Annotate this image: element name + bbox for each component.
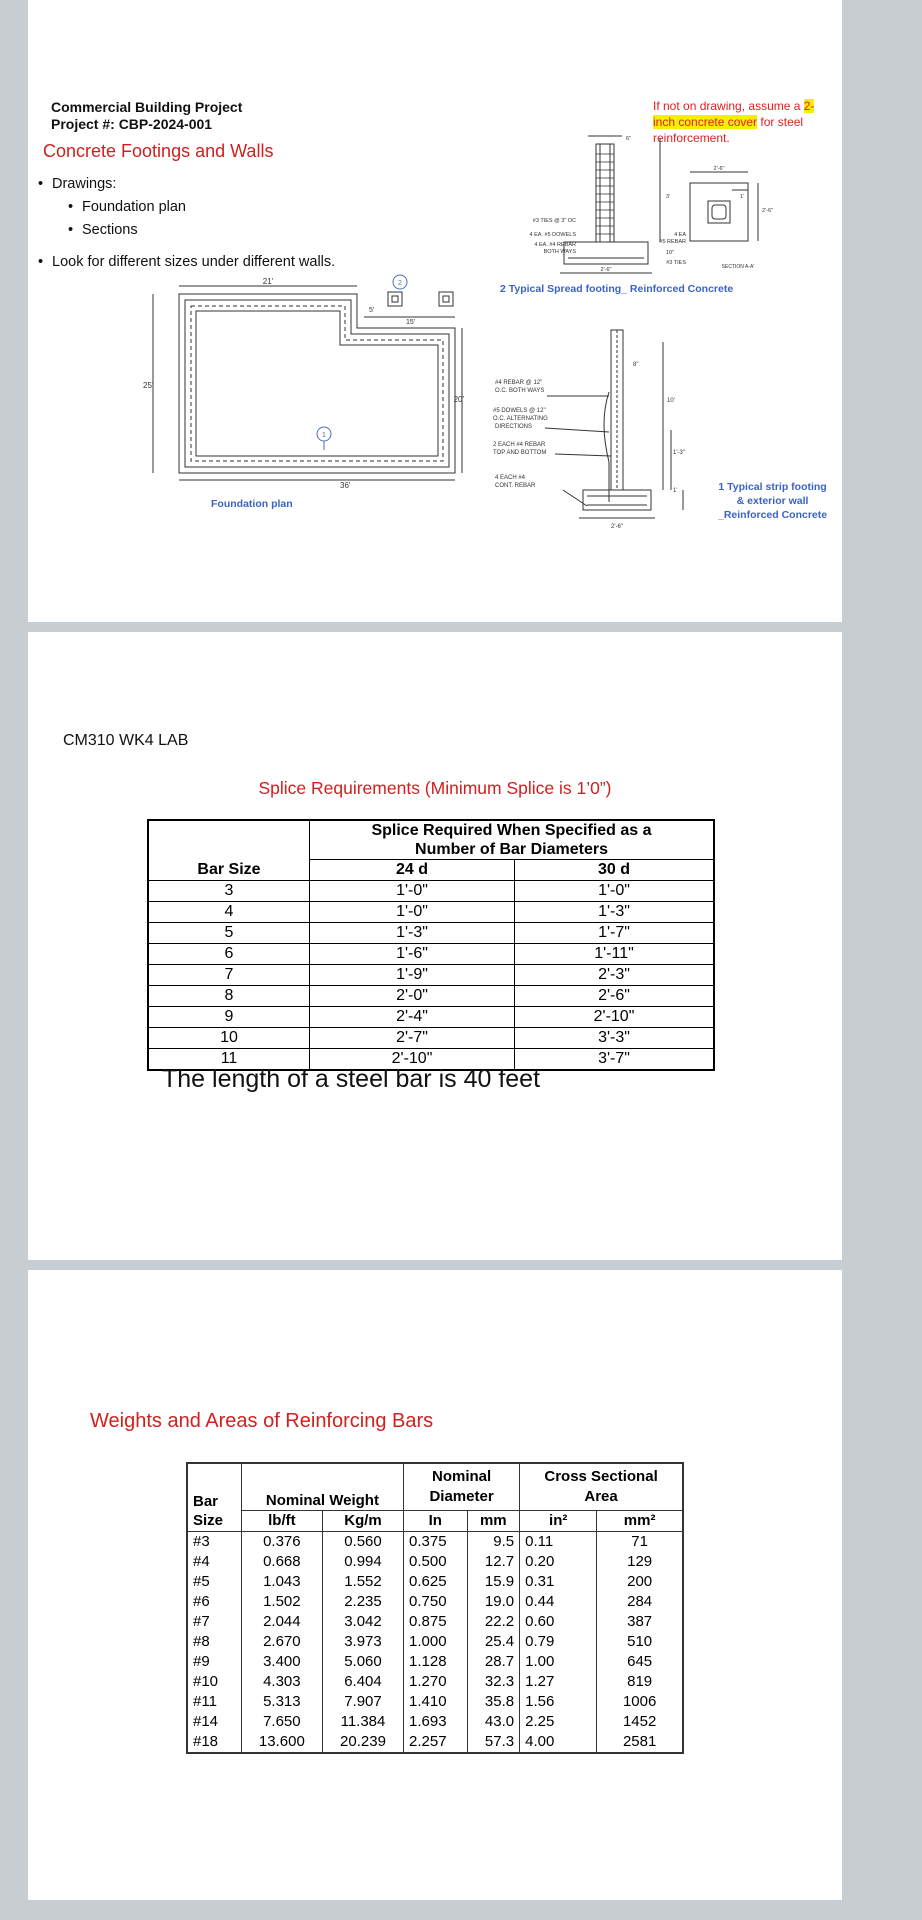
wt-cell-kgm: 3.973 — [322, 1632, 403, 1652]
wt-cell-in: 0.875 — [404, 1612, 467, 1632]
header-area-line-1: Cross Sectional — [544, 1468, 658, 1485]
splice-row — [148, 881, 714, 902]
strip-dim-13: 1'-3" — [673, 450, 685, 456]
wt-cell-mm: 32.3 — [467, 1672, 520, 1692]
wt-cell-kgm: 5.060 — [322, 1652, 403, 1672]
strip-rebar-label-1: #4 REBAR @ 12" — [495, 380, 543, 386]
splice-cell-bar: 9 — [148, 1007, 310, 1028]
splice-header — [310, 820, 715, 860]
wt-cell-in2: 0.44 — [520, 1592, 597, 1612]
weights-row — [187, 1572, 683, 1592]
wt-cell-in: 2.257 — [404, 1732, 467, 1753]
unit-kgm: Kg/m — [322, 1511, 403, 1532]
spread-dim-6: 6" — [626, 136, 632, 142]
wt-cell-lbft: 5.313 — [241, 1692, 322, 1712]
wt-cell-kgm: 0.560 — [322, 1532, 403, 1553]
spread-rebar-label-2: BOTH WAYS — [543, 249, 576, 255]
wt-cell-in2: 1.27 — [520, 1672, 597, 1692]
splice-title: Splice Requirements (Minimum Splice is 1’0”) — [258, 778, 612, 798]
wt-cell-in: 0.375 — [404, 1532, 467, 1553]
strip-each-label-2: TOP AND BOTTOM — [493, 450, 547, 456]
strip-caption-line-2: & exterior wall — [736, 495, 809, 507]
weights-row — [187, 1672, 683, 1692]
splice-cell-30d: 2'-3" — [515, 965, 715, 986]
dim-36: 36' — [340, 481, 351, 490]
wt-cell-lbft: 13.600 — [241, 1732, 322, 1753]
splice-table-body — [148, 881, 714, 1071]
splice-cell-24d: 2'-4" — [310, 1007, 515, 1028]
weights-table — [186, 1462, 684, 1754]
strip-each-label-1: 2 EACH #4 REBAR — [493, 442, 546, 448]
wt-cell-mm: 19.0 — [467, 1592, 520, 1612]
strip-footing-caption — [718, 480, 827, 522]
splice-cell-30d: 1'-3" — [515, 902, 715, 923]
foundation-plan-drawing — [143, 272, 464, 490]
wt-cell-mm: 43.0 — [467, 1712, 520, 1732]
wt-cell-size: #3 — [187, 1532, 241, 1553]
wt-cell-mm2: 284 — [597, 1592, 683, 1612]
splice-row — [148, 1028, 714, 1049]
unit-mm: mm — [467, 1511, 520, 1532]
wt-cell-lbft: 2.044 — [241, 1612, 322, 1632]
spread-dim-top: 2'-6" — [713, 166, 725, 172]
wt-cell-mm2: 2581 — [597, 1732, 683, 1753]
slide-footings — [28, 0, 842, 622]
spread-footing-caption: 2 Typical Spread footing_ Reinforced Concrete — [500, 283, 734, 295]
spread-dim-1: 1' — [740, 194, 745, 200]
bullet-sections: • Sections — [82, 222, 138, 238]
splice-cell-24d: 2'-0" — [310, 986, 515, 1007]
wt-cell-in2: 0.79 — [520, 1632, 597, 1652]
wt-cell-mm: 12.7 — [467, 1552, 520, 1572]
section-marker-2: 2 — [398, 280, 402, 287]
strip-caption-line-1: 1 Typical strip footing — [718, 481, 827, 493]
wt-cell-in: 1.693 — [404, 1712, 467, 1732]
wt-cell-size: #6 — [187, 1592, 241, 1612]
header-nominal-diameter — [404, 1463, 520, 1511]
wt-cell-size: #8 — [187, 1632, 241, 1652]
wt-cell-mm2: 1452 — [597, 1712, 683, 1732]
wt-cell-kgm: 0.994 — [322, 1552, 403, 1572]
project-header — [51, 99, 242, 133]
wt-cell-mm: 9.5 — [467, 1532, 520, 1553]
header-cross-section — [520, 1463, 683, 1511]
splice-row — [148, 902, 714, 923]
bullet-drawings: • Drawings: — [52, 176, 116, 192]
dim-5: 5' — [369, 307, 375, 314]
wt-cell-size: #5 — [187, 1572, 241, 1592]
splice-cell-24d: 1'-9" — [310, 965, 515, 986]
wt-cell-kgm: 7.907 — [322, 1692, 403, 1712]
unit-in: In — [404, 1511, 467, 1532]
wt-cell-in: 1.000 — [404, 1632, 467, 1652]
spread-ties-label: #3 TIES @ 3" OC — [532, 218, 576, 224]
header-nominal-weight: Nominal Weight — [241, 1463, 403, 1511]
splice-cell-bar: 4 — [148, 902, 310, 923]
wt-cell-size: #18 — [187, 1732, 241, 1753]
strip-dim-10: 10' — [667, 398, 675, 404]
splice-cell-30d: 3'-3" — [515, 1028, 715, 1049]
project-number: Project #: CBP-2024-001 — [51, 116, 213, 132]
wt-cell-mm: 28.7 — [467, 1652, 520, 1672]
spread-dim-3: 3' — [666, 194, 671, 200]
spread-rebar-label-1: 4 EA. #4 REBAR — [534, 242, 576, 248]
unit-in2: in² — [520, 1511, 597, 1532]
wt-cell-mm: 57.3 — [467, 1732, 520, 1753]
wt-cell-kgm: 20.239 — [322, 1732, 403, 1753]
wt-cell-in2: 0.60 — [520, 1612, 597, 1632]
spread-footing-drawing — [500, 128, 800, 278]
wt-cell-in: 0.625 — [404, 1572, 467, 1592]
splice-cell-bar: 7 — [148, 965, 310, 986]
splice-header-blank — [148, 820, 310, 860]
wt-cell-in: 1.270 — [404, 1672, 467, 1692]
note-text-after: for steel reinforcement. — [653, 115, 804, 145]
note-text-before: If not on drawing, assume a — [653, 99, 804, 113]
unit-lbft: lb/ft — [241, 1511, 322, 1532]
wt-cell-in2: 4.00 — [520, 1732, 597, 1753]
wt-cell-in2: 0.31 — [520, 1572, 597, 1592]
weights-table-body — [187, 1532, 683, 1754]
strip-dim-8: 8" — [633, 362, 639, 368]
spread-dim-bottom: 2'-6" — [600, 267, 612, 273]
spread-dim-10: 10" — [666, 250, 675, 256]
splice-cell-24d: 2'-7" — [310, 1028, 515, 1049]
spread-ties3-label: #3 TIES — [666, 260, 686, 266]
splice-cell-24d: 1'-6" — [310, 944, 515, 965]
strip-dowel-label-3: DIRECTIONS — [495, 424, 533, 430]
splice-row — [148, 1007, 714, 1028]
splice-cell-bar: 10 — [148, 1028, 310, 1049]
weights-row — [187, 1732, 683, 1753]
wt-cell-in: 0.750 — [404, 1592, 467, 1612]
weights-row — [187, 1652, 683, 1672]
wt-cell-mm2: 200 — [597, 1572, 683, 1592]
wt-cell-mm2: 71 — [597, 1532, 683, 1553]
wt-cell-in2: 0.20 — [520, 1552, 597, 1572]
wt-cell-size: #11 — [187, 1692, 241, 1712]
weights-row — [187, 1592, 683, 1612]
dim-20: 20' — [453, 395, 464, 404]
strip-dowel-label-1: #5 DOWELS @ 12" — [493, 408, 546, 414]
wt-cell-size: #10 — [187, 1672, 241, 1692]
wt-cell-lbft: 0.376 — [241, 1532, 322, 1553]
wt-cell-size: #9 — [187, 1652, 241, 1672]
wt-cell-lbft: 3.400 — [241, 1652, 322, 1672]
col-30d: 30 d — [515, 860, 715, 881]
wt-cell-in2: 1.00 — [520, 1652, 597, 1672]
wt-cell-in: 1.128 — [404, 1652, 467, 1672]
splice-cell-bar: 8 — [148, 986, 310, 1007]
wt-cell-lbft: 4.303 — [241, 1672, 322, 1692]
wt-cell-in2: 1.56 — [520, 1692, 597, 1712]
splice-row — [148, 965, 714, 986]
wt-cell-mm2: 645 — [597, 1652, 683, 1672]
weights-row — [187, 1632, 683, 1652]
wt-cell-size: #4 — [187, 1552, 241, 1572]
wt-cell-in: 1.410 — [404, 1692, 467, 1712]
slide-splice — [28, 632, 842, 1260]
strip-caption-line-3: _Reinforced Concrete — [718, 509, 828, 521]
wt-cell-lbft: 7.650 — [241, 1712, 322, 1732]
spread-rebar5-label: #5 REBAR — [659, 239, 686, 245]
strip-cont-label-1: 4 EACH #4 — [495, 475, 526, 481]
splice-cell-30d: 1'-11" — [515, 944, 715, 965]
splice-cell-bar: 3 — [148, 881, 310, 902]
bullet-foundation-plan: • Foundation plan — [82, 199, 186, 215]
splice-cell-bar: 11 — [148, 1049, 310, 1071]
spread-dim-right: 2'-6" — [762, 208, 773, 214]
weights-row — [187, 1552, 683, 1572]
steel-length-note: The length of a steel bar is 40 feet — [162, 1065, 541, 1093]
wt-cell-lbft: 1.043 — [241, 1572, 322, 1592]
col-bar-size: Bar Size — [148, 860, 310, 881]
splice-cell-30d: 2'-10" — [515, 1007, 715, 1028]
wt-cell-lbft: 2.670 — [241, 1632, 322, 1652]
weights-row — [187, 1612, 683, 1632]
wt-cell-mm2: 387 — [597, 1612, 683, 1632]
foundation-plan-caption: Foundation plan — [211, 498, 293, 510]
spread-section-label: SECTION A-A' — [721, 264, 755, 270]
course-code: CM310 WK4 LAB — [63, 732, 189, 749]
wt-cell-mm2: 510 — [597, 1632, 683, 1652]
wt-cell-mm2: 1006 — [597, 1692, 683, 1712]
wt-cell-mm: 22.2 — [467, 1612, 520, 1632]
header-area-line-2: Area — [584, 1488, 618, 1505]
splice-cell-24d: 2'-10" — [310, 1049, 515, 1071]
strip-dowel-label-2: O.C. ALTERNATING — [493, 416, 548, 422]
slide-weights — [28, 1270, 842, 1900]
wt-cell-kgm: 3.042 — [322, 1612, 403, 1632]
splice-header-line-2: Number of Bar Diameters — [415, 841, 608, 858]
wt-cell-mm2: 129 — [597, 1552, 683, 1572]
header-diameter-line-1: Nominal — [431, 1468, 492, 1485]
splice-row — [148, 923, 714, 944]
splice-cell-30d: 1'-0" — [515, 881, 715, 902]
wt-cell-kgm: 2.235 — [322, 1592, 403, 1612]
dim-25: 25' — [143, 381, 154, 390]
section-marker-1: 1 — [322, 432, 326, 439]
strip-footing-drawing — [483, 322, 683, 532]
project-name: Commercial Building Project — [51, 99, 243, 115]
wt-cell-mm: 35.8 — [467, 1692, 520, 1712]
wt-cell-lbft: 0.668 — [241, 1552, 322, 1572]
wt-cell-size: #7 — [187, 1612, 241, 1632]
wt-cell-lbft: 1.502 — [241, 1592, 322, 1612]
splice-cell-24d: 1'-0" — [310, 902, 515, 923]
splice-cell-30d: 3'-7" — [515, 1049, 715, 1071]
spread-ea-label: 4 EA — [674, 232, 686, 238]
wt-cell-mm: 15.9 — [467, 1572, 520, 1592]
wt-cell-mm: 25.4 — [467, 1632, 520, 1652]
weights-row — [187, 1712, 683, 1732]
bullet-look-for: • Look for different sizes under different walls. — [52, 254, 335, 270]
strip-dim-1: 1' — [673, 488, 678, 494]
dim-15: 15' — [406, 319, 416, 326]
wt-cell-kgm: 11.384 — [322, 1712, 403, 1732]
header-size: Size — [187, 1511, 241, 1532]
wt-cell-kgm: 6.404 — [322, 1672, 403, 1692]
wt-cell-in2: 2.25 — [520, 1712, 597, 1732]
splice-row — [148, 986, 714, 1007]
splice-cell-bar: 5 — [148, 923, 310, 944]
splice-table — [147, 819, 715, 1071]
wt-cell-in2: 0.11 — [520, 1532, 597, 1553]
wt-cell-kgm: 1.552 — [322, 1572, 403, 1592]
weights-title: Weights and Areas of Reinforcing Bars — [90, 1410, 434, 1432]
unit-mm2: mm² — [597, 1511, 683, 1532]
splice-cell-30d: 2'-6" — [515, 986, 715, 1007]
wt-cell-in: 0.500 — [404, 1552, 467, 1572]
splice-cell-30d: 1'-7" — [515, 923, 715, 944]
weights-row — [187, 1532, 683, 1553]
col-24d: 24 d — [310, 860, 515, 881]
splice-cell-bar: 6 — [148, 944, 310, 965]
splice-row — [148, 944, 714, 965]
splice-cell-24d: 1'-3" — [310, 923, 515, 944]
section-title: Concrete Footings and Walls — [43, 141, 274, 161]
strip-cont-label-2: CONT. REBAR — [495, 483, 536, 489]
weights-row — [187, 1692, 683, 1712]
splice-cell-24d: 1'-0" — [310, 881, 515, 902]
strip-rebar-label-2: O.C. BOTH WAYS — [495, 388, 545, 394]
dim-21: 21' — [262, 277, 274, 286]
wt-cell-size: #14 — [187, 1712, 241, 1732]
splice-header-line-1: Splice Required When Specified as a — [371, 822, 652, 839]
wt-cell-mm2: 819 — [597, 1672, 683, 1692]
strip-dim-26: 2'-6" — [611, 524, 623, 530]
note-highlight: 2-inch concrete cover — [653, 99, 815, 129]
header-bar: Bar — [187, 1463, 241, 1511]
spread-dowels-label: 4 EA. #5 DOWELS — [529, 232, 576, 238]
header-diameter-line-2: Diameter — [429, 1488, 494, 1505]
